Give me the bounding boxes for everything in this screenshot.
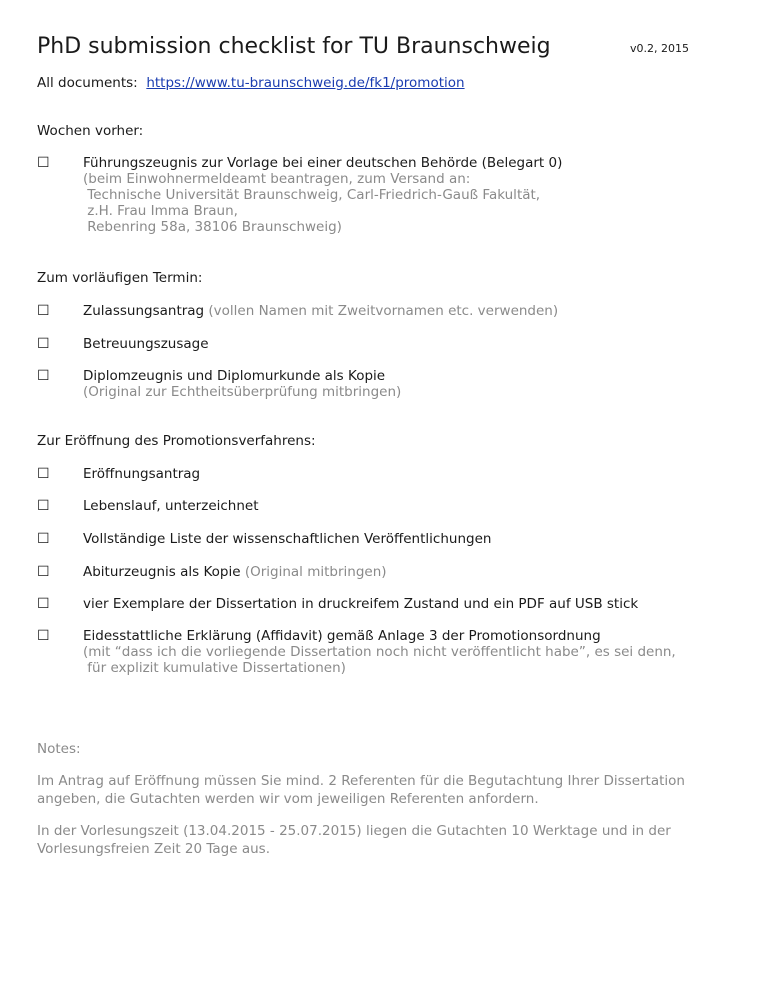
- section-title: Zur Eröffnung des Promotionsverfahrens:: [37, 433, 316, 449]
- checkbox-icon[interactable]: ☐: [37, 466, 50, 482]
- checklist-item-body: [83, 368, 743, 400]
- checklist-item-body: [83, 596, 743, 612]
- checklist-item-body: [83, 155, 743, 235]
- checklist-item-note: (vollen Namen mit Zweitvornamen etc. verwenden): [204, 303, 559, 319]
- checkbox-icon[interactable]: ☐: [37, 303, 50, 319]
- checkbox-icon[interactable]: ☐: [37, 498, 50, 514]
- checklist-item-label: Vollständige Liste der wissenschaftlichen Veröffentlichungen: [83, 531, 492, 547]
- checklist-item-label: Eröffnungsantrag: [83, 466, 201, 482]
- checkbox-icon[interactable]: ☐: [37, 564, 50, 580]
- checklist-item-label: Eidesstattliche Erklärung (Affidavit) gemäß Anlage 3 der Promotionsordnung: [83, 628, 601, 644]
- notes-section: [37, 740, 737, 872]
- checklist-item-body: [83, 466, 743, 482]
- checklist-item-subnote: für explizit kumulative Dissertationen): [83, 660, 346, 676]
- checklist-item-subnote: (Original zur Echtheitsüberprüfung mitbringen): [83, 384, 402, 400]
- checklist-item-subnote: Technische Universität Braunschweig, Carl-Friedrich-Gauß Fakultät,: [83, 187, 541, 203]
- checklist-item-label: Abiturzeugnis als Kopie: [83, 564, 241, 580]
- promotion-link[interactable]: https://www.tu-braunschweig.de/fk1/promotion: [146, 75, 465, 91]
- checklist-item-body: [83, 564, 743, 580]
- checklist-item-body: [83, 531, 743, 547]
- checkbox-icon[interactable]: ☐: [37, 336, 50, 352]
- checklist-item-subnote: z.H. Frau Imma Braun,: [83, 203, 238, 219]
- checkbox-icon[interactable]: ☐: [37, 155, 50, 171]
- checklist-item-label: Führungszeugnis zur Vorlage bei einer deutschen Behörde (Belegart 0): [83, 155, 563, 171]
- checklist-item-body: [83, 498, 743, 514]
- page-title: PhD submission checklist for TU Braunschweig: [37, 34, 551, 59]
- checklist-item-body: [83, 628, 743, 676]
- checklist-item-subnote: (beim Einwohnermeldeamt beantragen, zum Versand an:: [83, 171, 471, 187]
- section-title: Wochen vorher:: [37, 123, 144, 139]
- checklist-item-note: (Original mitbringen): [240, 564, 387, 580]
- checkbox-icon[interactable]: ☐: [37, 531, 50, 547]
- checklist-item-label: Diplomzeugnis und Diplomurkunde als Kopie: [83, 368, 386, 384]
- notes-paragraph: Im Antrag auf Eröffnung müssen Sie mind. 2 Referenten für die Begutachtung Ihrer Dissertation angeben, die Gutachten werden wir vom jeweiligen Referenten anfordern.: [37, 773, 685, 807]
- version-label: v0.2, 2015: [630, 42, 689, 55]
- checkbox-icon[interactable]: ☐: [37, 628, 50, 644]
- checklist-item-subnote: Rebenring 58a, 38106 Braunschweig): [83, 219, 342, 235]
- checkbox-icon[interactable]: ☐: [37, 368, 50, 384]
- checklist-item-label: Betreuungszusage: [83, 336, 209, 352]
- checklist-item-body: [83, 303, 743, 319]
- notes-label: Notes:: [37, 741, 81, 757]
- all-documents-label: All documents:: [37, 75, 138, 91]
- checklist-item-subnote: (mit “dass ich die vorliegende Dissertation noch nicht veröffentlicht habe”, es sei denn,: [83, 644, 676, 660]
- all-documents-line: [37, 75, 465, 91]
- checklist-item-label: Zulassungsantrag: [83, 303, 205, 319]
- notes-paragraph: In der Vorlesungszeit (13.04.2015 - 25.07.2015) liegen die Gutachten 10 Werktage und in der Vorlesungsfreien Zeit 20 Tage aus.: [37, 823, 671, 857]
- checklist-item-label: vier Exemplare der Dissertation in druckreifem Zustand und ein PDF auf USB stick: [83, 596, 639, 612]
- checklist-item-body: [83, 336, 743, 352]
- section-title: Zum vorläufigen Termin:: [37, 270, 203, 286]
- checklist-item-label: Lebenslauf, unterzeichnet: [83, 498, 259, 514]
- checkbox-icon[interactable]: ☐: [37, 596, 50, 612]
